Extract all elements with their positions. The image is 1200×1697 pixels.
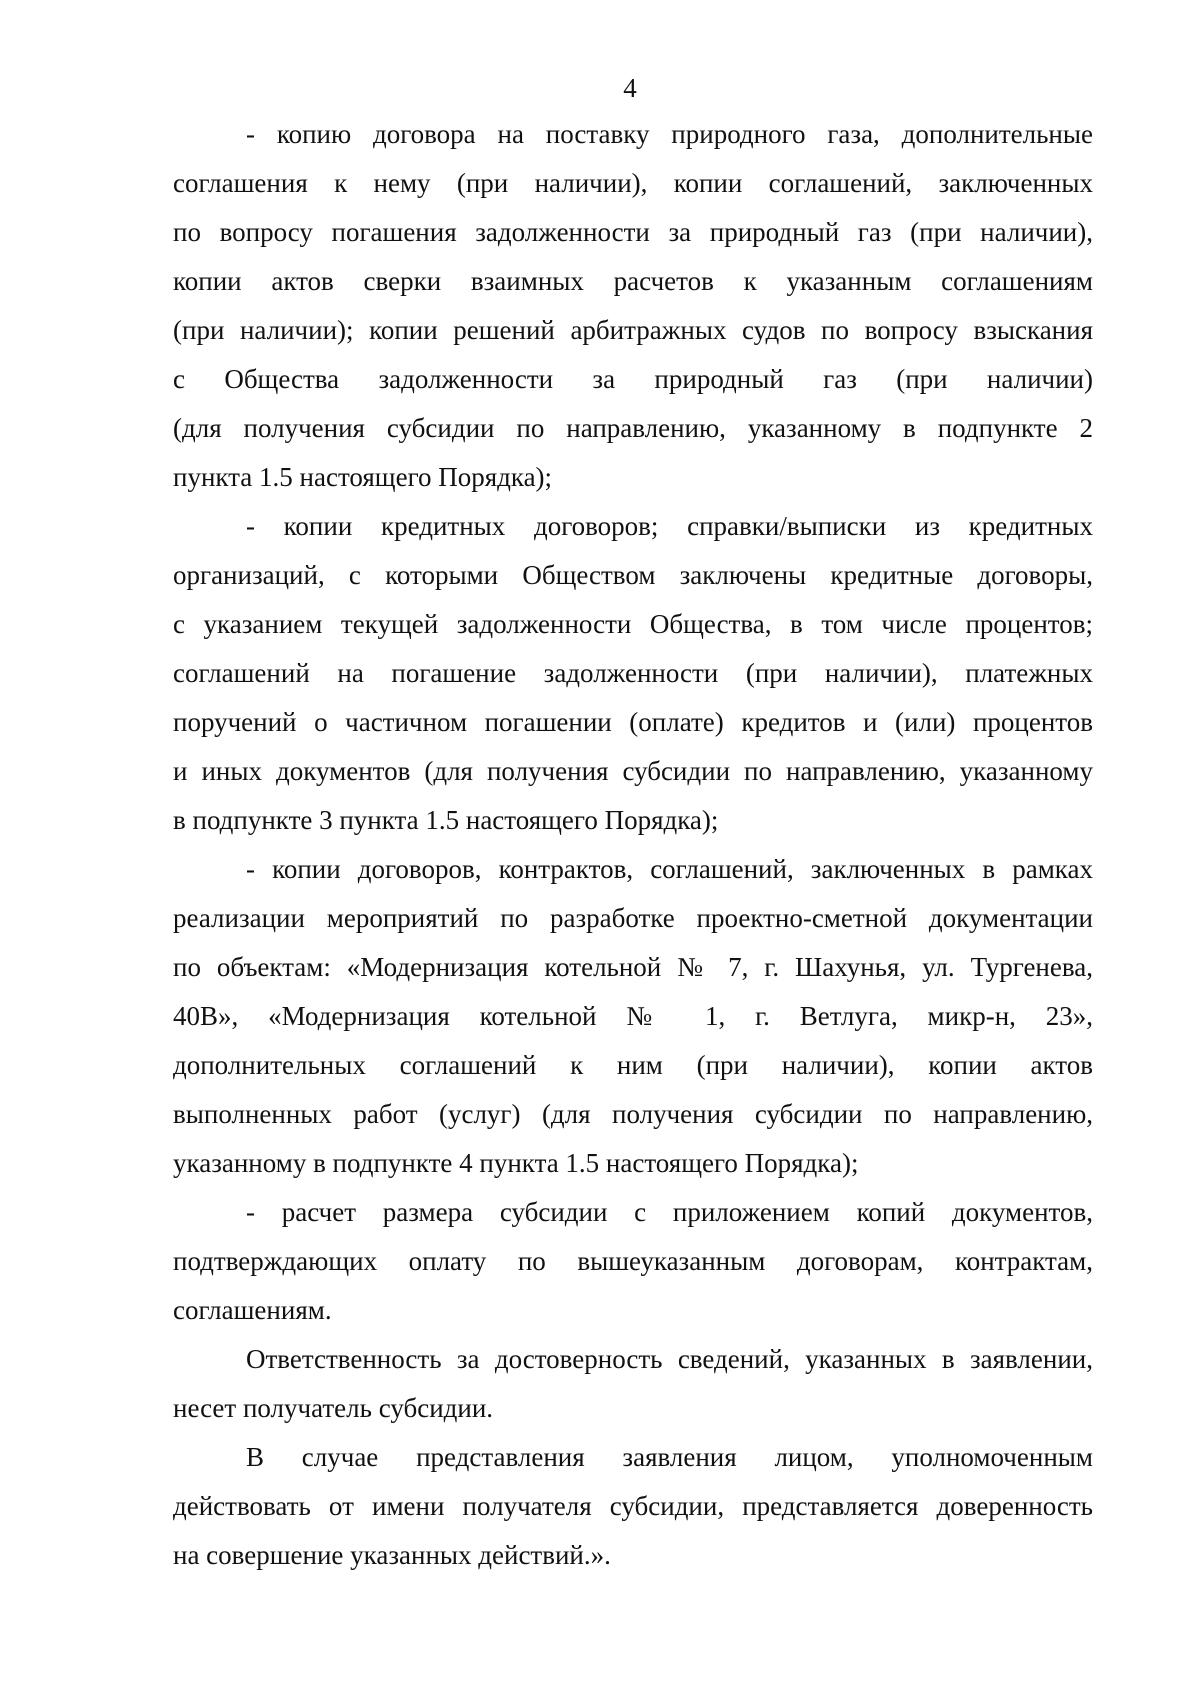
text-line: действовать от имени получателя субсидии, представляется доверенность (173, 1491, 1093, 1521)
paragraph-responsibility (173, 1335, 1093, 1433)
text-line: организаций, с которыми Обществом заключены кредитные договоры, (173, 560, 1093, 590)
text-line: копии актов сверки взаимных расчетов к указанным соглашениям (173, 266, 1093, 296)
text-line: соглашений на погашение задолженности (при наличии), платежных (173, 658, 1093, 688)
paragraph-credit-documents (173, 502, 1093, 845)
text-line: (для получения субсидии по направлению, указанному в подпункте 2 (173, 413, 1093, 443)
text-line: в подпункте 3 пункта 1.5 настоящего Порядка); (173, 805, 719, 835)
text-line: по вопросу погашения задолженности за природный газ (при наличии), (173, 217, 1093, 247)
paragraph-power-of-attorney (173, 1433, 1093, 1580)
text-line: с Общества задолженности за природный газ (при наличии) (173, 364, 1093, 394)
text-line: несет получатель субсидии. (173, 1393, 494, 1423)
paragraph-subsidy-calculation (173, 1188, 1093, 1335)
text-line: поручений о частичном погашении (оплате) кредитов и (или) процентов (173, 707, 1093, 737)
text-line: дополнительных соглашений к ним (при наличии), копии актов (173, 1050, 1093, 1080)
text-line: Ответственность за достоверность сведений, указанных в заявлении, (246, 1344, 1093, 1374)
text-line: реализации мероприятий по разработке проектно-сметной документации (173, 903, 1093, 933)
text-line: указанному в подпункте 4 пункта 1.5 настоящего Порядка); (173, 1148, 859, 1178)
page-number: 4 (623, 73, 637, 103)
paragraph-design-documents (173, 845, 1093, 1188)
text-line: подтверждающих оплату по вышеуказанным договорам, контрактам, (173, 1246, 1093, 1276)
paragraph-gas-contract-documents (173, 110, 1093, 502)
text-line: пункта 1.5 настоящего Порядка); (173, 462, 553, 492)
text-line: и иных документов (для получения субсидии по направлению, указанному (173, 756, 1093, 786)
text-line: выполненных работ (услуг) (для получения субсидии по направлению, (173, 1099, 1093, 1129)
text-line: соглашения к нему (при наличии), копии соглашений, заключенных (173, 168, 1093, 198)
text-line: на совершение указанных действий.». (173, 1540, 611, 1570)
text-line: (при наличии); копии решений арбитражных судов по вопросу взыскания (173, 315, 1093, 345)
text-line: с указанием текущей задолженности Общества, в том числе процентов; (173, 609, 1093, 639)
text-line: - копии договоров, контрактов, соглашений, заключенных в рамках (246, 854, 1093, 884)
text-line: - расчет размера субсидии с приложением копий документов, (246, 1197, 1093, 1227)
text-line: по объектам: «Модернизация котельной № 7, г. Шахунья, ул. Тургенева, (173, 952, 1093, 982)
text-line: - копию договора на поставку природного газа, дополнительные (246, 119, 1093, 149)
text-line: - копии кредитных договоров; справки/выписки из кредитных (246, 511, 1093, 541)
text-line: В случае представления заявления лицом, уполномоченным (246, 1442, 1093, 1472)
text-line: 40В», «Модернизация котельной № 1, г. Ветлуга, микр-н, 23», (173, 1001, 1093, 1031)
text-line: соглашениям. (173, 1295, 332, 1325)
document-body (173, 110, 1093, 1580)
